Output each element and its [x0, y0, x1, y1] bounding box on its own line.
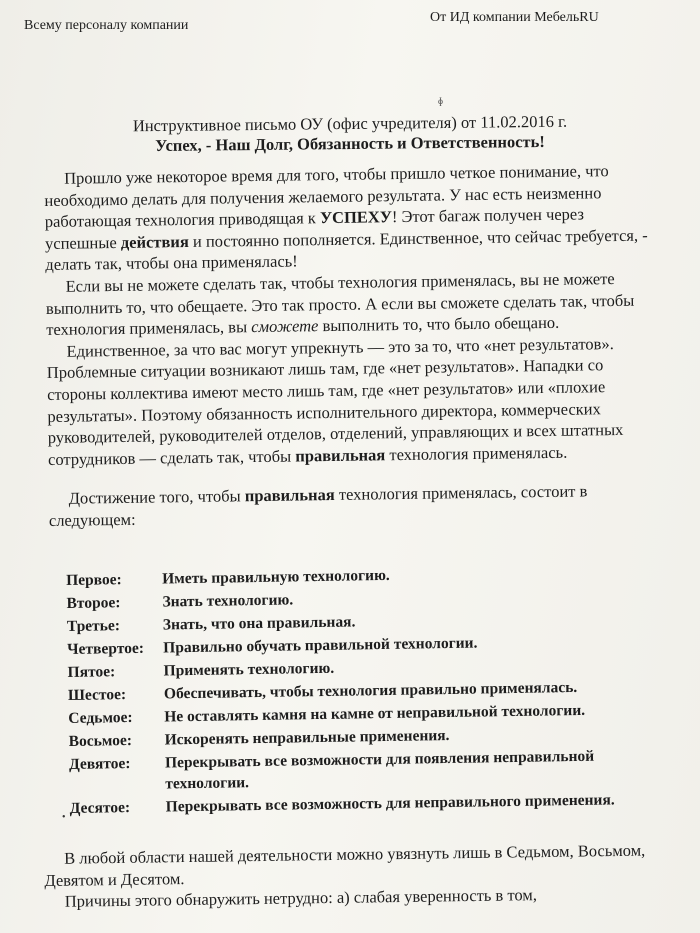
p3-text-a: Единственное, за что вас могут упрекнуть — это за то, что «нет результатов». Проблемные ситуации возникают лишь там, где «нет результатов». Нападки со стороны коллектива имеют место лишь там, где «нет результатов» или «плохие результаты». Поэтому обязанность исполнительного директора, коммерческих руководителей, руководителей отделов, отделений, управляющих и всех штатных сотрудников — сделать так, чтобы: [46, 333, 624, 469]
paragraph-4: [48, 480, 655, 532]
p2-emphasis-can: сможете: [251, 316, 319, 337]
p4-text-a: Достижение того, чтобы: [68, 486, 245, 509]
list-item-text: Перекрывать все возможность для неправильного применения.: [165, 790, 615, 815]
p4-text-c: технология применялась, состоит в следующем:: [48, 481, 588, 530]
steps-list: [66, 562, 670, 822]
p1-text-a: Прошло уже некоторое время для того, чтобы пришло четкое понимание, что необходимо делать для получения желаемого результата. У нас есть неизменно работающая технология приводящая к: [44, 161, 609, 232]
list-item-text: Искоренять неправильные применения.: [164, 726, 450, 749]
p3-text-c: технология применялась.: [385, 442, 568, 464]
list-item-label: Девятое:: [68, 755, 131, 773]
paragraph-6: Причины этого обнаружить нетрудно: а) слабая уверенность в том,: [64, 885, 538, 911]
p3-emphasis-correct: правильная: [295, 444, 386, 466]
list-item-label: Седьмое:: [68, 708, 133, 727]
list-item-label: Третье:: [66, 617, 121, 635]
paragraph-5: В любой области нашей деятельности можно увязнуть лишь в Седьмом, Восьмом, Девятом и Десятом.: [44, 840, 646, 890]
list-item-text: Не оставлять камня на камне от неправильной технологии.: [164, 701, 586, 726]
letter-title: Инструктивное письмо ОУ (офис учредителя) от 11.02.2016 г.: [132, 111, 568, 136]
letter-body: [44, 160, 655, 532]
list-item-text: Обеспечивать, чтобы технология правильно применялась.: [163, 678, 578, 703]
p1-text-e: и постоянно пополняется. Единственное, что сейчас требуется, - делать так, чтобы она применялась!: [45, 225, 648, 275]
list-item-label: Первое:: [66, 571, 122, 589]
p2-text-a: Если вы не можете сделать так, чтобы технология применялась, вы не можете выполнить то, что обещаете. Это так просто. А если вы сможете сделать так, чтобы технология применялась, вы: [45, 269, 635, 340]
paragraph-2: [46, 267, 653, 340]
list-item-text: Перекрывать все возможности для появления неправильной технологии.: [164, 747, 595, 792]
list-item: [69, 746, 670, 796]
p1-emphasis-success: УСПЕХУ: [319, 207, 393, 228]
pen-dot-mark: •: [62, 812, 66, 823]
list-item-label: Шестое:: [67, 686, 127, 704]
list-item-label: Пятое:: [67, 663, 116, 681]
list-item-text: Иметь правильную технологию.: [162, 566, 390, 588]
p4-emphasis-correct: правильная: [244, 485, 335, 506]
paragraph-3: [46, 332, 654, 470]
list-item-label: Четвертое:: [67, 639, 145, 658]
list-item-text: Правильно обучать правильной технологии.: [163, 634, 478, 657]
pen-mark: ɸ: [438, 96, 443, 106]
list-item-label: Второе:: [66, 594, 121, 612]
list-item-text: Знать, что она правильная.: [162, 613, 356, 634]
paragraph-1: [44, 160, 651, 276]
list-item-label: Десятое:: [69, 798, 131, 817]
sender-line: От ИД компании МебельRU: [430, 10, 599, 25]
p1-text-c: ! Этот багаж получен через успешные: [44, 204, 585, 253]
recipient-line: Всему персоналу компании: [24, 18, 189, 33]
letter-tail: [44, 840, 651, 913]
list-item-text: Знать технологию.: [162, 591, 294, 611]
list-item-label: Восьмое:: [68, 731, 133, 750]
letter-motto: Успех, - Наш Долг, Обязанность и Ответственность!: [155, 131, 545, 156]
p2-text-c: выполнить то, что было обещано.: [318, 312, 560, 336]
list-item-text: Применять технологию.: [163, 659, 335, 680]
p1-emphasis-actions: действия: [120, 231, 189, 252]
